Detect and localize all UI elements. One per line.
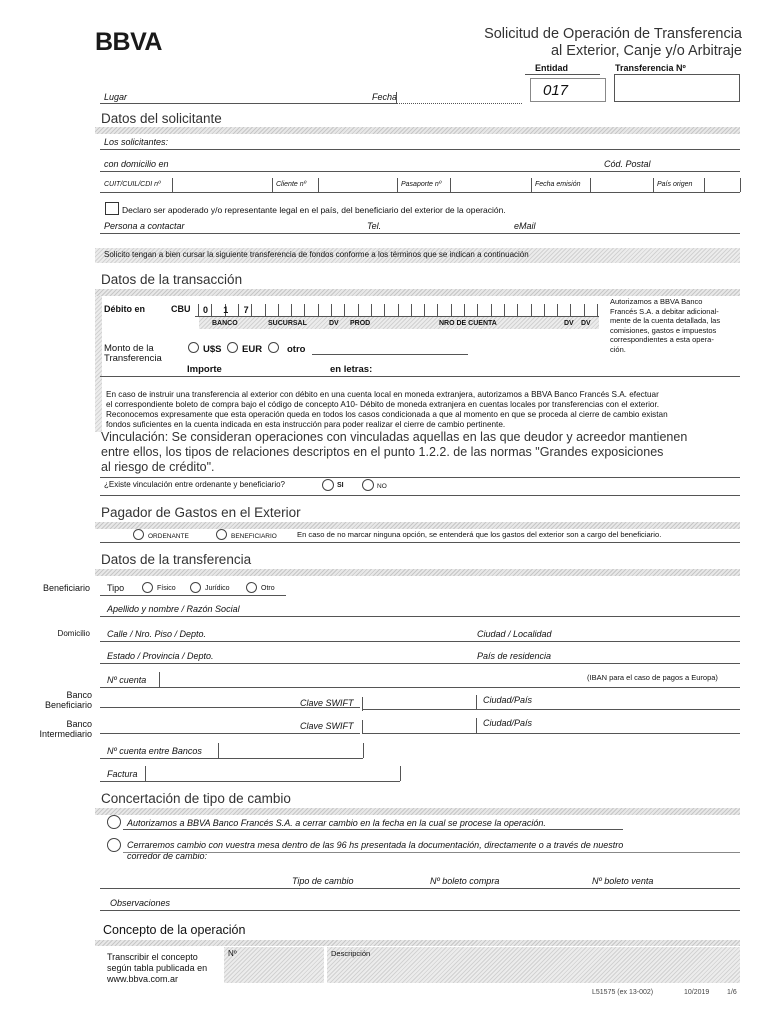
col-nro-cuenta: NRO DE CUENTA <box>439 320 497 327</box>
cbu-cell-divider <box>491 304 492 317</box>
declaro-checkbox[interactable] <box>105 202 119 215</box>
heading-pagador: Pagador de Gastos en el Exterior <box>101 505 301 520</box>
heading-cambio: Concertación de tipo de cambio <box>101 791 291 806</box>
currency-otro-label: otro <box>287 344 306 355</box>
footer-date: 10/2019 <box>684 989 710 996</box>
cbu-cell-divider <box>597 304 598 317</box>
cambio-option2-line2: corredor de cambio: <box>127 851 208 861</box>
cbu-cell-divider <box>318 304 319 317</box>
transferencia-nro-label: Transferencia Nº <box>615 63 686 73</box>
fecha-label: Fecha <box>372 92 398 102</box>
vinculacion-line: Vinculación: Se consideran operaciones con vinculadas aquellas en las que deudor y acreedor mantienen <box>101 430 688 444</box>
cbu-cell-divider <box>437 304 438 317</box>
autorizamos-line: ción. <box>610 344 626 354</box>
col-dv1: DV <box>329 320 339 327</box>
cbu-cell-divider <box>398 304 399 317</box>
cbu-cell-divider <box>477 304 478 317</box>
pais-origen-label: País origen <box>657 181 693 188</box>
calle-line[interactable] <box>100 641 740 642</box>
cbu-cell-divider <box>531 304 532 317</box>
vinculacion-no-label: NO <box>377 483 387 490</box>
estado-label: Estado / Provincia / Depto. <box>107 651 214 661</box>
monto-label-1: Monto de la <box>104 343 154 354</box>
banco-intermediario-swift-label: Clave SWIFT <box>300 721 354 731</box>
currency-usd-label: U$S <box>203 344 222 355</box>
legal-line: fondos suficientes en la cuenta indicada en esta instrucción para poder realizar el cierre de cambio pertinente. <box>106 420 506 429</box>
tipo-juridico-radio[interactable] <box>190 582 201 593</box>
currency-eur-label: EUR <box>242 344 263 355</box>
concepto-nro-field[interactable] <box>224 947 324 983</box>
cambio-option1-text: Autorizamos a BBVA Banco Francés S.A. a cerrar cambio en la fecha en la cual se procese la operación. <box>127 818 546 828</box>
transferencia-nro-field[interactable] <box>614 74 740 102</box>
svg-text:BBVA: BBVA <box>95 29 162 55</box>
solicitantes-label: Los solicitantes: <box>104 137 169 147</box>
cbu-cell-divider <box>424 304 425 317</box>
debito-label: Débito en <box>104 304 146 314</box>
cbu-cell-divider <box>464 304 465 317</box>
legal-line: Reconocemos expresamente que esta operación queda en todos los casos condicionada a que al momento en que se proceda al cierre de cambio existan <box>106 410 668 419</box>
form-title <box>484 26 742 60</box>
currency-otro-radio[interactable] <box>268 342 279 353</box>
observaciones-label: Observaciones <box>110 898 171 908</box>
vinculacion-si-label: SI <box>337 482 344 489</box>
beneficiario-radio[interactable] <box>216 529 227 540</box>
fecha-line[interactable] <box>396 103 522 104</box>
heading-solicitante: Datos del solicitante <box>101 111 222 126</box>
footer-page: 1/6 <box>727 989 737 996</box>
apellido-line[interactable] <box>100 616 740 617</box>
vinculacion-line: entre ellos, los tipos de relaciones descriptos en el punto 1.2.2. de las normas "Grandes exposiciones <box>101 445 664 459</box>
cbu-cell-divider <box>331 304 332 317</box>
legal-text <box>106 390 742 430</box>
cbu-cell-divider <box>544 304 545 317</box>
cbu-digit: 0 <box>203 305 209 315</box>
cbu-column-band <box>199 317 599 329</box>
beneficiario-side-label: Beneficiario <box>42 583 90 593</box>
cbu-cell-divider <box>198 304 199 317</box>
tel-label: Tel. <box>367 221 382 231</box>
legal-line: el correspondiente boleto de compra bajo el código de concepto A10- Débito de moneda extranjera en cuentas locales por transferencias con el exterior. <box>106 400 659 409</box>
concepto-descripcion-label: Descripción <box>331 949 371 958</box>
en-letras-label: en letras: <box>330 364 373 375</box>
pais-residencia-label: País de residencia <box>477 651 552 661</box>
autorizamos-line: Autorizamos a BBVA Banco <box>610 297 703 306</box>
cbu-cell-divider <box>411 304 412 317</box>
tipo-cambio-label: Tipo de cambio <box>292 876 354 886</box>
vinculacion-si-radio[interactable] <box>322 479 334 491</box>
entidad-label: Entidad <box>535 63 568 73</box>
ordenante-radio[interactable] <box>133 529 144 540</box>
boleto-compra-label: Nº boleto compra <box>430 876 500 886</box>
heading-transaccion: Datos de la transacción <box>101 272 243 287</box>
form-title-line1: Solicitud de Operación de Transferencia <box>484 26 742 42</box>
lugar-label: Lugar <box>104 92 128 102</box>
cod-postal-label: Cód. Postal <box>604 159 651 169</box>
cbu-label: CBU <box>171 304 191 314</box>
estado-line[interactable] <box>100 663 740 664</box>
vinculacion-no-radio[interactable] <box>362 479 374 491</box>
beneficiario-pagador-label: BENEFICIARIO <box>231 533 277 540</box>
cbu-cell-divider <box>238 304 239 317</box>
legal-line: En caso de instruir una transferencia al exterior con débito en una cuenta local en moneda extranjera, autorizamos a BBVA Banco Francés S.A. efectuar <box>106 390 659 399</box>
observaciones-line[interactable] <box>100 910 740 911</box>
vinculacion-question: ¿Existe vinculación entre ordenante y beneficiario? <box>104 480 285 489</box>
pasaporte-label: Pasaporte nº <box>401 181 442 188</box>
email-label: eMail <box>514 221 536 231</box>
importe-line[interactable] <box>100 376 740 377</box>
currency-usd-radio[interactable] <box>188 342 199 353</box>
transcribir-line: según tabla publicada en <box>107 963 208 973</box>
banco-beneficiario-side-label <box>45 690 92 710</box>
transaccion-area <box>95 296 102 432</box>
domicilio-side-label: Domicilio <box>57 629 90 638</box>
ordenante-label: ORDENANTE <box>148 533 189 540</box>
cbu-cell-divider <box>451 304 452 317</box>
col-prod: PROD <box>350 320 371 327</box>
currency-eur-radio[interactable] <box>227 342 238 353</box>
vinculacion-text <box>101 430 741 475</box>
importe-label: Importe <box>187 364 222 375</box>
boleto-venta-label: Nº boleto venta <box>592 876 654 886</box>
factura-line[interactable] <box>100 781 400 782</box>
calle-label: Calle / Nro. Piso / Depto. <box>107 629 207 639</box>
ciudad-localidad-label: Ciudad / Localidad <box>477 629 552 639</box>
cbu-cell-divider <box>384 304 385 317</box>
domicilio-line[interactable] <box>100 171 740 172</box>
nro-cuenta-label: Nº cuenta <box>107 675 147 685</box>
cbu-cell-divider <box>278 304 279 317</box>
domicilio-label: con domicilio en <box>104 159 169 169</box>
cbu-cell-divider <box>504 304 505 317</box>
solicito-text: Solicito tengan a bien cursar la siguiente transferencia de fondos conforme a los términos que se indican a continuación <box>104 250 529 259</box>
pagador-note: En caso de no marcar ninguna opción, se entenderá que los gastos del exterior son a cargo del beneficiario. <box>297 530 662 539</box>
transcribir-line: Transcribir el concepto <box>107 952 198 962</box>
solicitantes-line[interactable] <box>100 149 740 150</box>
cambio-option1-radio[interactable] <box>107 815 121 829</box>
banco-intermediario-side-line2: Intermediario <box>39 729 92 739</box>
cbu-cell-divider <box>371 304 372 317</box>
tipo-juridico-label: Jurídico <box>205 585 230 592</box>
cbu-cell-divider <box>251 304 252 317</box>
autorizamos-line: mente de la cuenta detallada, las <box>610 316 721 326</box>
heading-transferencia: Datos de la transferencia <box>101 552 252 567</box>
cliente-label: Cliente nº <box>276 181 307 188</box>
tipo-fisico-radio[interactable] <box>142 582 153 593</box>
nro-cuenta-bancos-label: Nº cuenta entre Bancos <box>107 746 202 756</box>
banco-beneficiario-side-line2: Beneficiario <box>44 700 92 710</box>
cbu-cell-divider <box>265 304 266 317</box>
cuit-label: CUIT/CUIL/CDI nº <box>104 181 161 188</box>
banco-intermediario-side-label <box>39 719 92 739</box>
tipo-label: Tipo <box>107 583 125 593</box>
otro-line[interactable] <box>312 354 468 355</box>
col-sucursal: SUCURSAL <box>268 320 307 327</box>
tipo-fisico-label: Físico <box>157 585 176 592</box>
cambio-option2-line1: Cerraremos cambio con vuestra mesa dentro de las 96 hs presentada la documentación, directamente o a través de nuestro <box>127 840 624 850</box>
col-banco: BANCO <box>212 320 238 327</box>
cbu-cell-divider <box>344 304 345 317</box>
concepto-transcribir <box>107 952 207 985</box>
monto-label-2: Transferencia <box>104 353 162 364</box>
footer-code: L51575 (ex 13-002) <box>592 989 654 996</box>
autorizamos-text <box>610 297 742 355</box>
banco-intermediario-name-line[interactable] <box>100 733 360 734</box>
cbu-cell-divider <box>304 304 305 317</box>
banco-beneficiario-swift-label: Clave SWIFT <box>300 698 354 708</box>
cambio-values-line[interactable] <box>100 888 740 889</box>
nro-cuenta-line[interactable] <box>100 687 740 688</box>
banco-beneficiario-side-line1: Banco <box>66 690 92 700</box>
concepto-descripcion-field[interactable] <box>327 947 740 983</box>
cambio-option2-radio[interactable] <box>107 838 121 852</box>
fecha-emision-label: Fecha emisión <box>535 181 581 188</box>
entidad-value-text: 017 <box>543 82 569 99</box>
cbu-cell-divider <box>517 304 518 317</box>
factura-label: Factura <box>107 769 138 779</box>
cbu-cell-divider <box>358 304 359 317</box>
declaro-text: Declaro ser apoderado y/o representante legal en el país, del beneficiario del exterior de la operación. <box>122 205 506 215</box>
banco-beneficiario-ciudad-label: Ciudad/País <box>483 695 533 705</box>
cbu-cell-divider <box>557 304 558 317</box>
tipo-otro-label: Otro <box>261 585 275 592</box>
apellido-label: Apellido y nombre / Razón Social <box>107 604 240 614</box>
banco-intermediario-side-line1: Banco <box>66 719 92 729</box>
entidad-value <box>530 78 606 102</box>
form-title-line2: al Exterior, Canje y/o Arbitraje <box>550 43 742 59</box>
transcribir-line: www.bbva.com.ar <box>107 974 179 984</box>
heading-concepto: Concepto de la operación <box>103 923 246 937</box>
cbu-cell-divider <box>291 304 292 317</box>
tipo-otro-radio[interactable] <box>246 582 257 593</box>
nro-cuenta-bancos-line[interactable] <box>100 758 363 759</box>
persona-contactar-label: Persona a contactar <box>104 221 185 231</box>
concepto-nro-label: Nº <box>228 949 237 958</box>
contacto-line[interactable] <box>100 233 740 234</box>
autorizamos-line: correspondientes a esta opera- <box>610 335 714 345</box>
lugar-line[interactable] <box>100 103 396 104</box>
banco-intermediario-ciudad-label: Ciudad/País <box>483 718 533 728</box>
autorizamos-line: Francés S.A. a debitar adicional- <box>610 306 719 316</box>
col-dv3: DV <box>581 320 591 327</box>
cbu-digit: 7 <box>243 305 249 315</box>
cbu-digit: 1 <box>223 305 229 315</box>
cbu-cell-divider <box>584 304 585 317</box>
cbu-cell-divider <box>570 304 571 317</box>
iban-note: (IBAN para el caso de pagos a Europa) <box>587 673 718 682</box>
autorizamos-line: comisiones, gastos e impuestos <box>610 325 717 335</box>
col-dv2: DV <box>564 320 574 327</box>
bbva-logo <box>95 29 191 55</box>
cbu-cell-divider <box>211 304 212 317</box>
vinculacion-line: al riesgo de crédito". <box>101 460 215 474</box>
